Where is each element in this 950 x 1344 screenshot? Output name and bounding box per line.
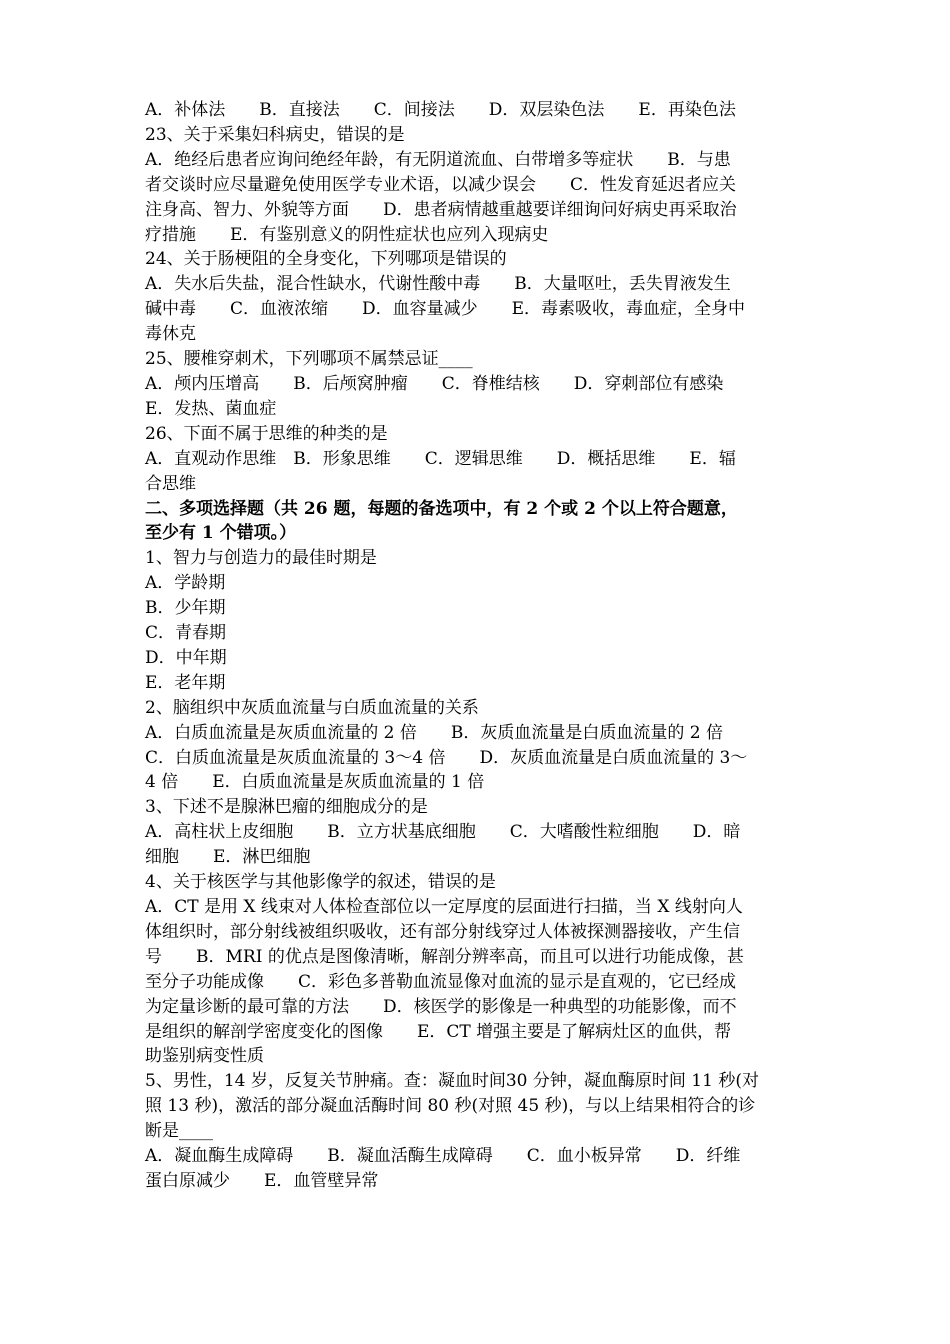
text-line: 照 13 秒)，激活的部分凝血活酶时间 80 秒(对照 45 秒)，与以上结果相符合的诊	[145, 1096, 756, 1117]
text-line: 号 B．MRI 的优点是图像清晰，解剖分辨率高，而且可以进行功能成像，甚	[145, 946, 744, 967]
text-line: E．发热、菌血症	[145, 398, 277, 419]
text-line: 者交谈时应尽量避免使用医学专业术语，以减少误会 C．性发育延迟者应关	[145, 174, 737, 195]
text-line: C．白质血流量是灰质血流量的 3～4 倍 D．灰质血流量是白质血流量的 3～	[145, 747, 748, 768]
text-line: 合思维	[145, 473, 196, 494]
text-line: 体组织时，部分射线被组织吸收，还有部分射线穿过人体被探测器接收，产生信	[145, 921, 740, 942]
text-line: 23、关于采集妇科病史，错误的是	[145, 124, 405, 145]
text-line: A．高柱状上皮细胞 B．立方状基底细胞 C．大嗜酸性粒细胞 D．暗	[145, 822, 741, 843]
section-heading-line: 至少有 1 个错项。）	[145, 523, 297, 544]
text-line: 24、关于肠梗阻的全身变化，下列哪项是错误的	[145, 249, 507, 270]
section-heading-line: 二、多项选择题（共 26 题，每题的备选项中，有 2 个或 2 个以上符合题意，	[145, 498, 738, 519]
text-line: 1、智力与创造力的最佳时期是	[145, 548, 377, 569]
text-line: 断是____	[145, 1121, 213, 1142]
text-line: B．少年期	[145, 598, 226, 619]
text-line: A．直观动作思维 B．形象思维 C．逻辑思维 D．概括思维 E．辐	[145, 448, 736, 469]
text-line: 蛋白原减少 E．血管壁异常	[145, 1170, 379, 1191]
text-line: 是组织的解剖学密度变化的图像 E．CT 增强主要是了解病灶区的血供，帮	[145, 1021, 732, 1042]
text-line: 5、男性，14 岁，反复关节肿痛。查：凝血时间30 分钟，凝血酶原时间 11 秒(对	[145, 1071, 759, 1092]
text-line: A．绝经后患者应询问绝经年龄，有无阴道流血、白带增多等症状 B．与患	[145, 149, 731, 170]
text-line: A．CT 是用 X 线束对人体检查部位以一定厚度的层面进行扫描，当 X 线射向人	[145, 897, 743, 917]
text-line: 3、下述不是腺淋巴瘤的细胞成分的是	[145, 797, 428, 818]
text-line: C．青春期	[145, 623, 227, 644]
text-line: 注身高、智力、外貌等方面 D．患者病情越重越要详细询问好病史再采取治	[145, 199, 737, 220]
text-line: 细胞 E．淋巴细胞	[145, 847, 311, 868]
text-line: D．中年期	[145, 647, 227, 668]
text-line: 26、下面不属于思维的种类的是	[145, 423, 388, 444]
text-line: 毒休克	[145, 324, 196, 345]
text-line: A．补体法 B．直接法 C．间接法 D．双层染色法 E．再染色法	[145, 100, 736, 120]
text-line: 疗措施 E．有鉴别意义的阴性症状也应列入现病史	[145, 224, 549, 245]
text-line: 助鉴别病变性质	[145, 1046, 264, 1067]
text-line: 4、关于核医学与其他影像学的叙述，错误的是	[145, 872, 496, 893]
text-line: 为定量诊断的最可靠的方法 D．核医学的影像是一种典型的功能影像，而不	[145, 996, 737, 1017]
text-line: 2、脑组织中灰质血流量与白质血流量的关系	[145, 697, 479, 718]
text-line: A．颅内压增高 B．后颅窝肿瘤 C．脊椎结核 D．穿刺部位有感染	[145, 373, 724, 394]
text-line: A．白质血流量是灰质血流量的 2 倍 B．灰质血流量是白质血流量的 2 倍	[145, 722, 724, 743]
text-line: 25、腰椎穿刺术，下列哪项不属禁忌证____	[145, 349, 473, 370]
text-line: E．老年期	[145, 672, 226, 693]
text-line: 4 倍 E．白质血流量是灰质血流量的 1 倍	[145, 772, 485, 793]
document-page	[145, 98, 811, 1194]
text-line: A．凝血酶生成障碍 B．凝血活酶生成障碍 C．血小板异常 D．纤维	[145, 1146, 741, 1167]
text-line: 碱中毒 C．血液浓缩 D．血容量减少 E．毒素吸收，毒血症，全身中	[145, 299, 746, 320]
text-line: A．学龄期	[145, 573, 226, 594]
text-line: 至分子功能成像 C．彩色多普勒血流显像对血流的显示是直观的，它已经成	[145, 971, 737, 992]
text-line: A．失水后失盐，混合性缺水，代谢性酸中毒 B．大量呕吐，丢失胃液发生	[145, 274, 731, 295]
